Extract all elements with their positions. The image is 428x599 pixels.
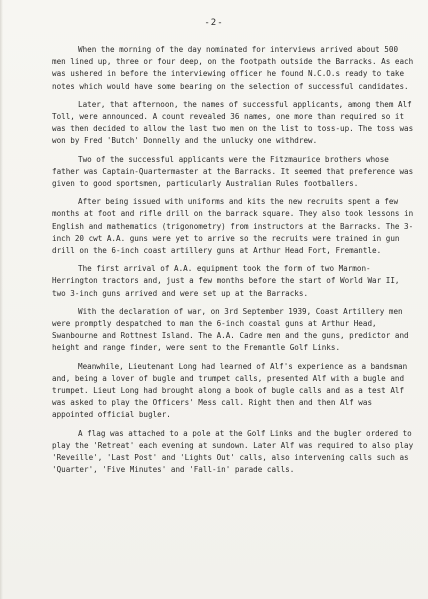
paragraph: Later, that afternoon, the names of successful applicants, among them Alf Toll, were announced. A count revealed 36 names, one more than required so it was then decided to allow the last two men on the list to toss-up. The toss was won by Fred 'Butch' Donnelly and the unlucky one withdrew. xyxy=(52,99,414,146)
page-number: -2- xyxy=(204,18,224,28)
body-text xyxy=(52,44,416,483)
paragraph: With the declaration of war, on 3rd September 1939, Coast Artillery men were promptly despatched to man the 6-inch coastal guns at Arthur Head, Swanbourne and Rottnest Island. The A.A. Cadre men and the guns, predictor and height and range finder, were sent to the Fremantle Golf Links. xyxy=(52,306,409,353)
page-edge-shadow xyxy=(0,0,3,599)
paragraph: When the morning of the day nominated for interviews arrived about 500 men lined up, three or four deep, on the footpath outside the Barracks. As each was ushered in before the interviewing officer he found N.C.O.s ready to take notes which would have some bearing on the selection of successful candidates. xyxy=(52,45,414,91)
paragraph: A flag was attached to a pole at the Golf Links and the bugler ordered to play the 'Retreat' each evening at sundown. Later Alf was required to also play 'Reveille', 'Last Post' and 'Lights Out' calls, also intervening calls such as 'Quarter', 'Five Minutes' and 'Fall-in' parade calls. xyxy=(52,428,414,475)
paragraph: Meanwhile, Lieutenant Long had learned of Alf's experience as a bandsman and, being a lover of bugle and trumpet calls, presented Alf with a bugle and trumpet. Lieut Long had brought along a book of bugle calls and as a test Alf was asked to play the Officers' Mess call. Right then and then Alf was appointed official bugler. xyxy=(52,361,408,420)
paragraph: After being issued with uniforms and kits the new recruits spent a few months at foot and rifle drill on the barrack square. They also took lessons in English and mathematics (trigonometry) from instructors at the Barracks. The 3-inch 20 cwt A.A. guns were yet to arrive so the recruits were trained in gun drill on the 6-inch coast artillery guns at Arthur Head Fort, Fremantle. xyxy=(52,197,414,256)
paragraph: Two of the successful applicants were the Fitzmaurice brothers whose father was Captain-Quartermaster at the Barracks. It seemed that preference was given to good sportsmen, particularly Australian Rules footballers. xyxy=(52,154,414,189)
paragraph: The first arrival of A.A. equipment took the form of two Marmon-Herrington tractors and, just a few months before the start of World War II, two 3-inch guns arrived and were set up at the Barracks. xyxy=(52,264,400,298)
